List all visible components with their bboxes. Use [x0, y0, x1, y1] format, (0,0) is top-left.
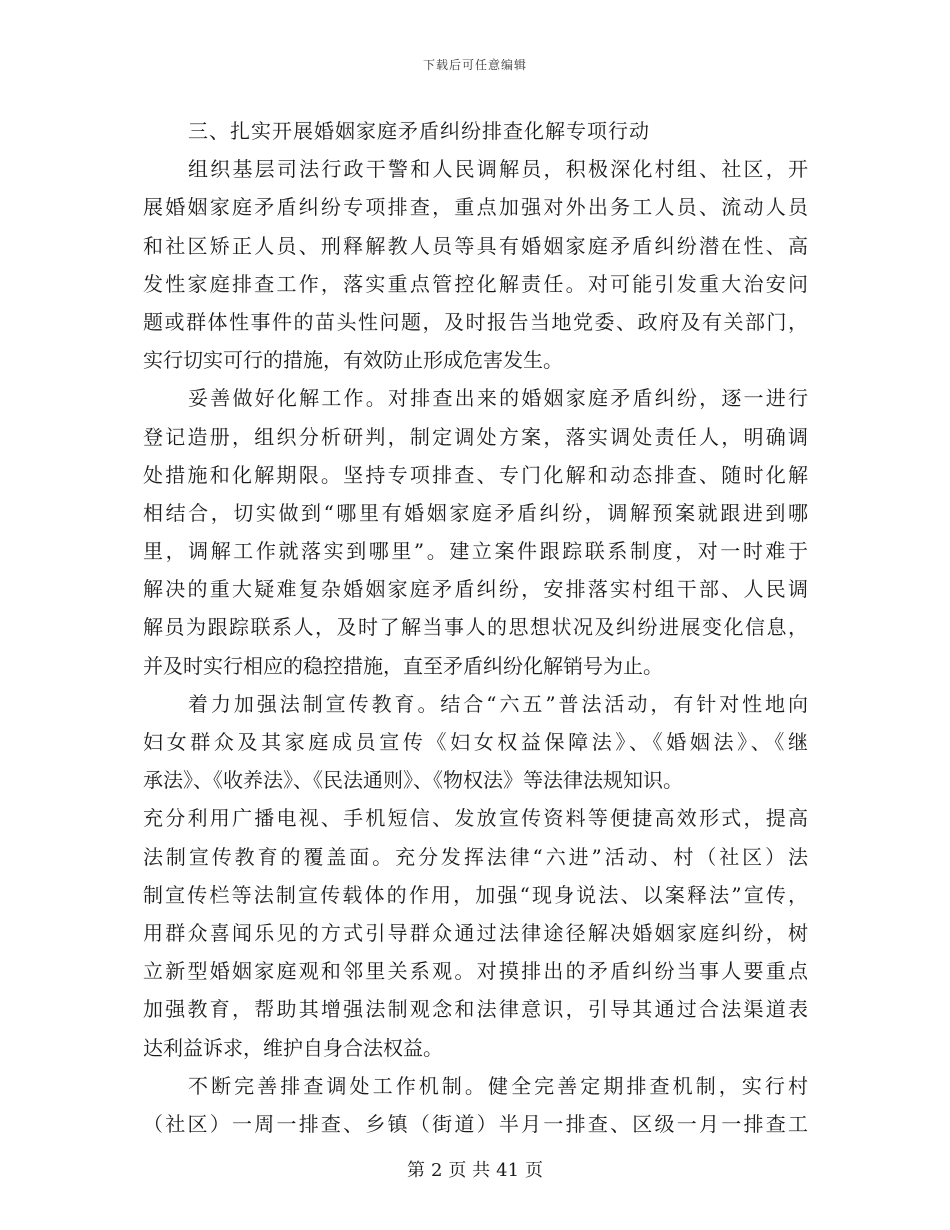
paragraph-mechanism: [143, 1067, 808, 1143]
paragraph-line: 解决的重大疑难复杂婚姻家庭矛盾纠纷，安排落实村组干部、人民调: [143, 577, 808, 602]
section-heading: 三、扎实开展婚姻家庭矛盾纠纷排查化解专项行动: [188, 119, 650, 143]
paragraph-line: 妇女群众及其家庭成员宣传《妇女权益保障法》、《婚姻法》、《继: [143, 730, 808, 754]
paragraph-line: 发性家庭排查工作，落实重点管控化解责任。对可能引发重大治安问: [143, 271, 808, 296]
paragraph-line: 里，调解工作就落实到哪里”。建立案件跟踪联系制度，对一时难于: [143, 539, 808, 564]
document-body: [143, 112, 808, 1143]
current-page-number: 2: [430, 1160, 443, 1181]
paragraph-line: 妥善做好化解工作。对排查出来的婚姻家庭矛盾纠纷，逐一进行: [188, 386, 808, 411]
total-pages-number: 41: [496, 1160, 520, 1181]
paragraph-line: 题或群体性事件的苗头性问题，及时报告当地党委、政府及有关部门，: [143, 309, 808, 334]
paragraph-line: 解员为跟踪联系人，及时了解当事人的思想状况及纠纷进展变化信息，: [143, 615, 808, 640]
page-suffix: 页: [525, 1160, 544, 1181]
paragraph-line: 法制宣传教育的覆盖面。充分发挥法律“六进”活动、村（社区）法: [143, 844, 808, 869]
paragraph-line: 处措施和化解期限。坚持专项排查、专门化解和动态排查、随时化解: [143, 462, 808, 487]
paragraph-line: 展婚姻家庭矛盾纠纷专项排查，重点加强对外出务工人员、流动人员: [143, 195, 808, 220]
page-footer: [0, 1156, 950, 1182]
paragraph-line: 立新型婚姻家庭观和邻里关系观。对摸排出的矛盾纠纷当事人要重点: [143, 959, 808, 984]
paragraph-line: 组织基层司法行政干警和人民调解员，积极深化村组、社区，开: [188, 157, 808, 182]
paragraph-line: 不断完善排查调处工作机制。健全完善定期排查机制，实行村: [188, 1073, 808, 1098]
paragraph-line: 充分利用广播电视、手机短信、发放宣传资料等便捷高效形式，提高: [143, 806, 808, 831]
page-mid: 页 共: [448, 1160, 491, 1181]
paragraph-line: 实行切实可行的措施，有效防止形成危害发生。: [143, 348, 563, 373]
header-note: 下载后可任意编辑: [422, 58, 527, 72]
paragraph-resolution: [143, 379, 808, 685]
paragraph-line: 用群众喜闻乐见的方式引导群众通过法律途径解决婚姻家庭纠纷，树: [143, 920, 808, 945]
paragraph-line: 承法》、《收养法》、《民法通则》、《物权法》等法律法规知识。: [143, 768, 683, 793]
paragraph-line: 达利益诉求，维护自身合法权益。: [143, 1035, 443, 1060]
paragraph-line: 并及时实行相应的稳控措施，直至矛盾纠纷化解销号为止。: [143, 653, 663, 678]
paragraph-line: 和社区矫正人员、刑释解教人员等具有婚姻家庭矛盾纠纷潜在性、高: [143, 233, 808, 258]
page-prefix: 第: [406, 1160, 425, 1181]
paragraph-line: 制宣传栏等法制宣传载体的作用，加强“现身说法、以案释法”宣传，: [143, 882, 808, 907]
paragraph-line: （社区）一周一排查、乡镇（街道）半月一排查、区级一月一排查工: [143, 1111, 808, 1136]
paragraph-investigation: [143, 150, 808, 379]
paragraph-line: 加强教育，帮助其增强法制观念和法律意识，引导其通过合法渠道表: [143, 997, 808, 1022]
paragraph-legal-education: [143, 685, 808, 1067]
paragraph-line: 相结合，切实做到“哪里有婚姻家庭矛盾纠纷，调解预案就跟进到哪: [143, 500, 808, 525]
paragraph-line: 着力加强法制宣传教育。结合“六五”普法活动，有针对性地向: [188, 691, 808, 716]
paragraph-line: 登记造册，组织分析研判，制定调处方案，落实调处责任人，明确调: [143, 424, 808, 449]
